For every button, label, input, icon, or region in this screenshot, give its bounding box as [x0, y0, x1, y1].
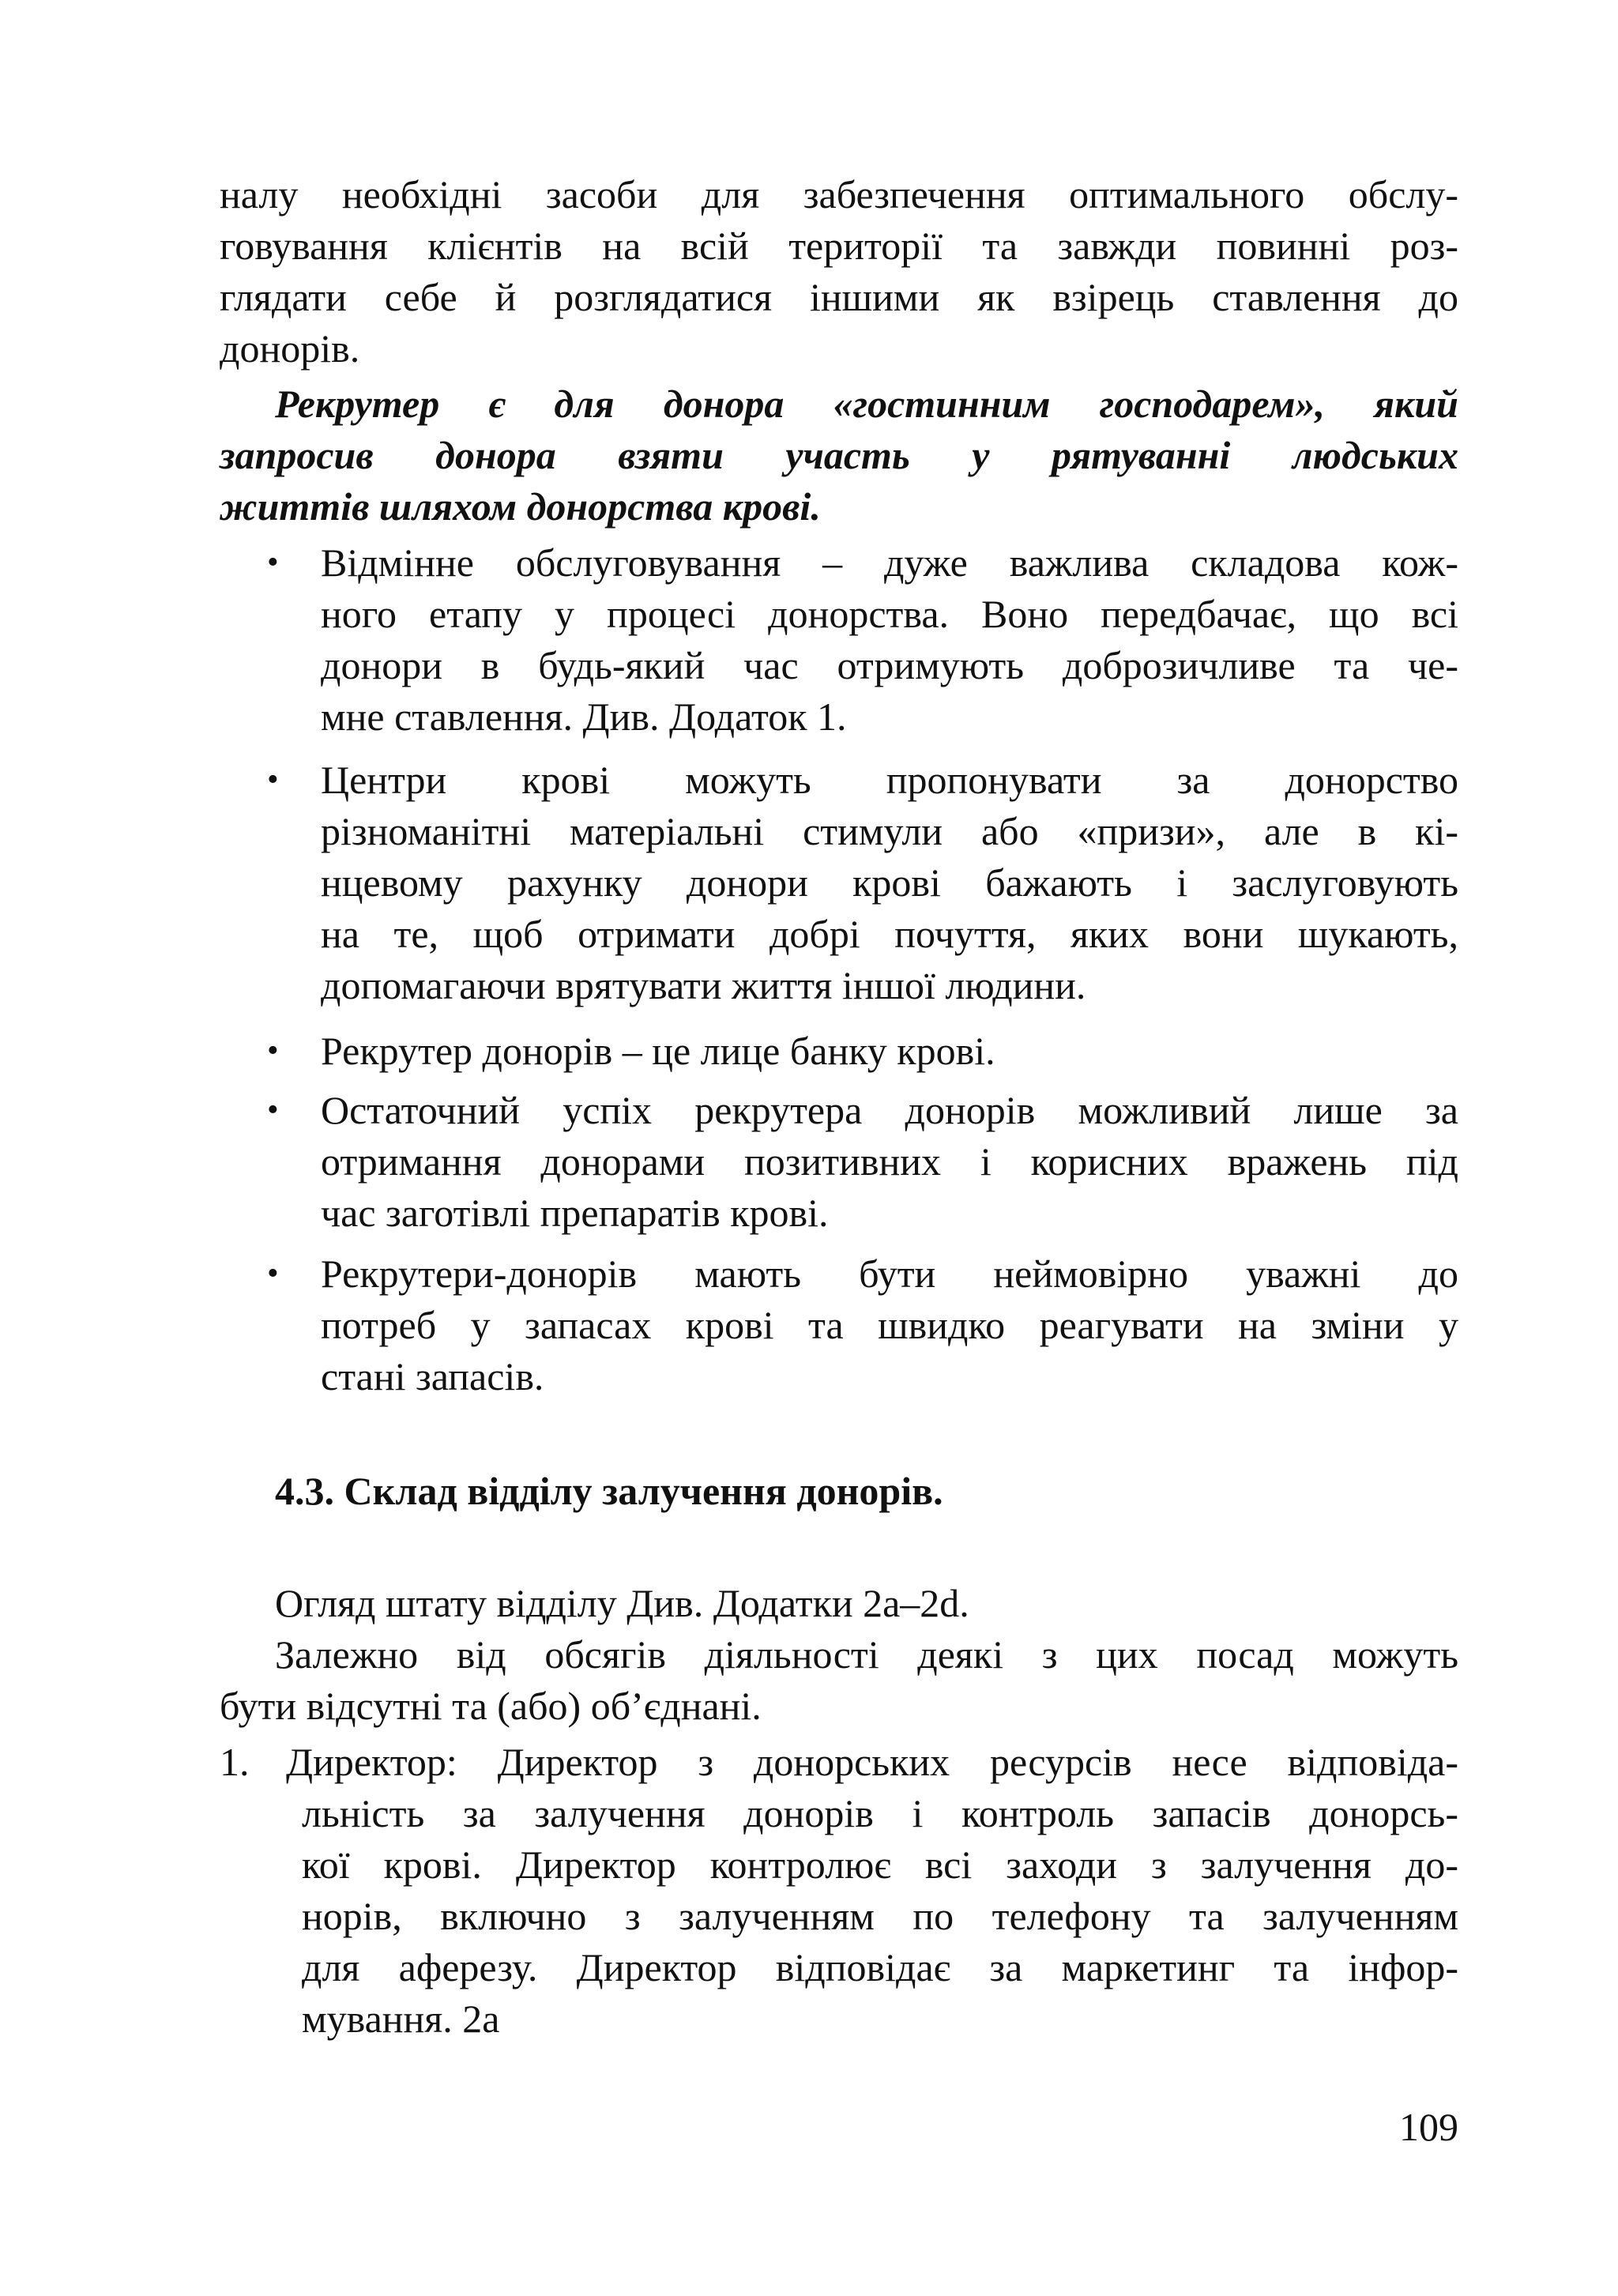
- list-line: норів, включно з залученням по телефону та залученням: [302, 1894, 1458, 1938]
- bullet-icon: •: [267, 1092, 279, 1128]
- bullet-line: різноманітні матеріальні стимули або «призи», але в кі-: [321, 809, 1458, 853]
- bullet-icon: •: [267, 1255, 279, 1292]
- list-line: для аферезу. Директор відповідає за маркетинг та інфор-: [302, 1945, 1458, 1989]
- dependence-paragraph: [220, 1629, 1458, 1732]
- list-line: Директор: Директор з донорських ресурсів несе відповіда-: [286, 1740, 1458, 1784]
- bullet-line: ного етапу у процесі донорства. Воно передбачає, що всі: [321, 592, 1458, 636]
- section-heading: [275, 1466, 1460, 1517]
- page-number: 109: [1399, 2105, 1458, 2149]
- bullet-icon: •: [267, 762, 279, 798]
- bullet-line: Остаточний успіх рекрутера донорів можливий лише за: [321, 1088, 1458, 1132]
- text-line: налу необхідні засоби для забезпечення оптимального обслу-: [220, 172, 1458, 216]
- bullet-line: допомагаючи врятувати життя іншої людини.: [321, 963, 1086, 1007]
- bullet-line: отримання донорами позитивних і корисних вражень під: [321, 1139, 1458, 1184]
- highlight-line: Рекрутер є для донора «гостинним господарем», який: [275, 382, 1458, 426]
- bullet-list: [267, 0, 1458, 1422]
- text-line: донорів.: [220, 326, 360, 371]
- text-line: Огляд штату відділу Див. Додатки 2a–2d.: [275, 1581, 969, 1625]
- bullet-line: Рекрутери-донорів мають бути неймовірно уважні до: [321, 1252, 1458, 1296]
- bullet-line: на те, щоб отримати добрі почуття, яких вони шукають,: [321, 912, 1458, 956]
- bullet-line: Відмінне обслуговування – дуже важлива складова кож-: [321, 540, 1458, 585]
- bullet-line: потреб у запасах крові та швидко реагувати на зміни у: [321, 1303, 1458, 1347]
- heading-text: 4.3. Склад відділу залучення донорів.: [275, 1469, 943, 1513]
- overview-paragraph: [275, 1578, 1460, 1629]
- list-line: кої крові. Директор контролює всі заходи з залучення до-: [302, 1842, 1458, 1887]
- highlight-line: життів шляхом донорства крові.: [220, 484, 821, 529]
- bullet-line: нцевому рахунку донори крові бажають і заслуговують: [321, 860, 1458, 905]
- bullet-line: Рекрутер донорів – це лице банку крові.: [321, 1029, 995, 1073]
- bullet-icon: •: [267, 544, 279, 581]
- numbered-list: [220, 1737, 1458, 2053]
- bullet-line: стані запасів.: [321, 1354, 544, 1398]
- text-line: Залежно від обсягів діяльності деякі з цих посад можуть: [275, 1632, 1458, 1677]
- bullet-icon: •: [267, 1033, 279, 1069]
- bullet-line: донори в будь-який час отримують доброзичливе та че-: [321, 643, 1458, 687]
- text-line: глядати себе й розглядатися іншими як взірець ставлення до: [220, 275, 1458, 319]
- bullet-line: мне ставлення. Див. Додаток 1.: [321, 694, 847, 739]
- text-line: говування клієнтів на всій території та завжди повинні роз-: [220, 224, 1458, 268]
- list-line: мування. 2а: [302, 1997, 500, 2041]
- text-line: бути відсутні та (або) об’єднані.: [220, 1684, 762, 1728]
- bullet-line: час заготівлі препаратів крові.: [321, 1191, 829, 1235]
- highlight-line: запросив донора взяти участь у рятуванні людських: [220, 433, 1458, 477]
- list-number: 1.: [220, 1740, 250, 1784]
- bullet-line: Центри крові можуть пропонувати за донорство: [321, 758, 1458, 802]
- list-line: льність за залучення донорів і контроль запасів донорсь-: [302, 1791, 1458, 1835]
